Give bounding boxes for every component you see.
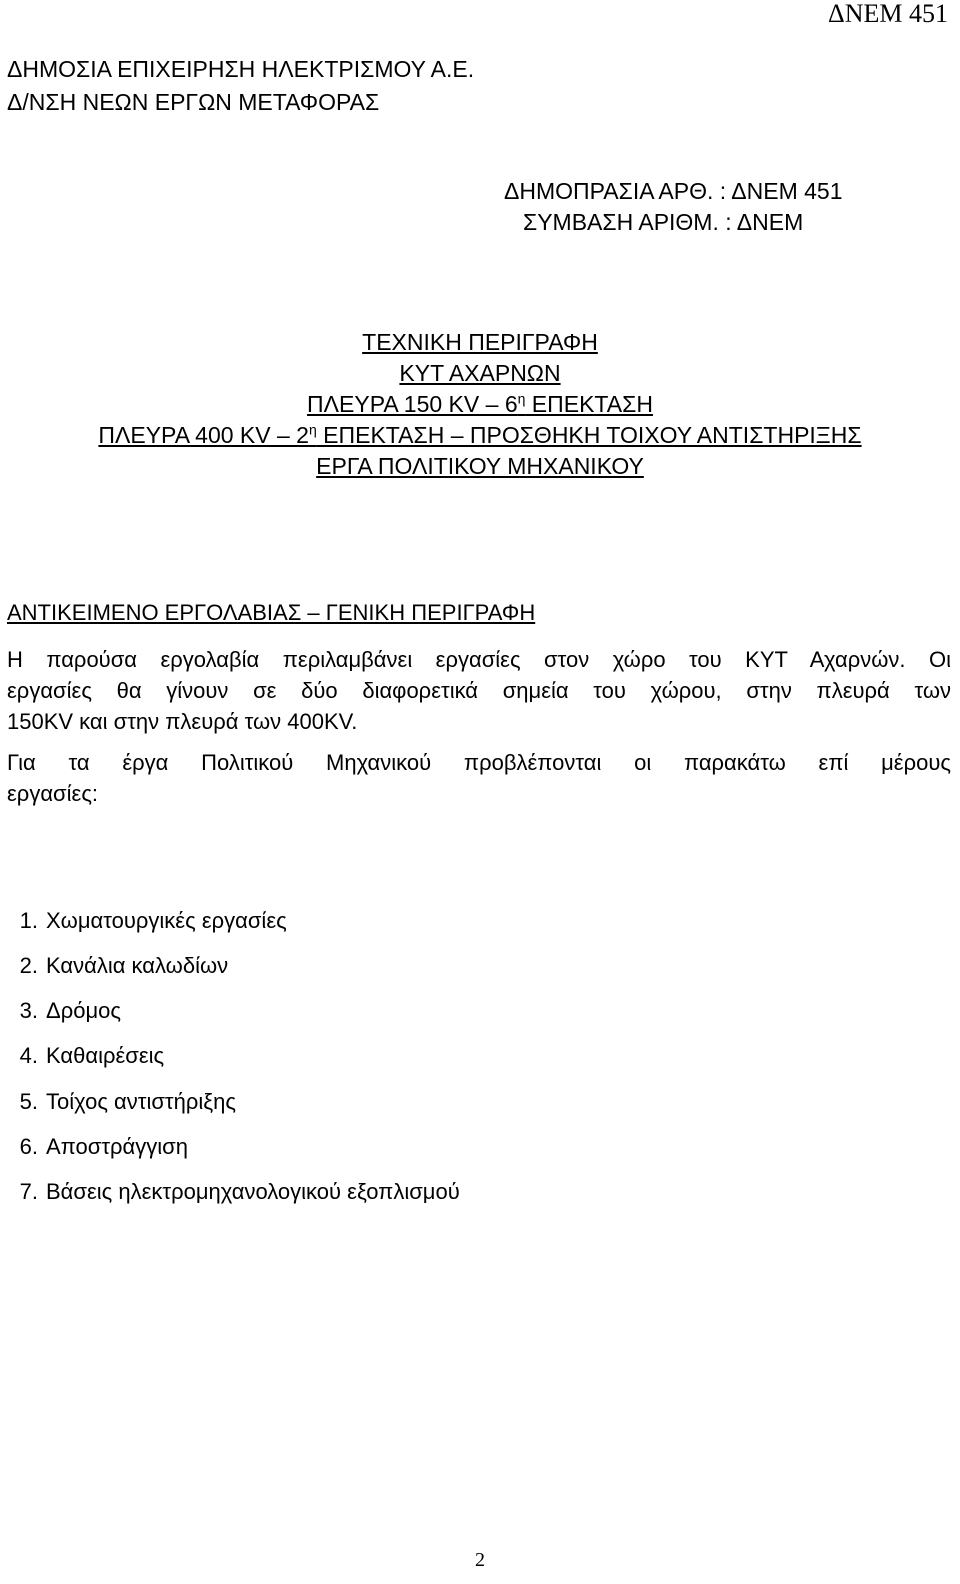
list-item-label: Καθαιρέσεις	[46, 1043, 165, 1068]
department-name: Δ/ΝΣΗ ΝΕΩΝ ΕΡΓΩΝ ΜΕΤΑΦΟΡΑΣ	[7, 89, 380, 115]
title-line-4-sup: η	[308, 421, 317, 438]
list-item-number: 6.	[19, 1134, 38, 1159]
list-item-label: Χωματουργικές εργασίες	[46, 908, 287, 933]
list-item-label: Κανάλια καλωδίων	[46, 953, 229, 978]
list-item-number: 2.	[19, 953, 38, 978]
list-item	[0, 951, 228, 981]
title-line-4-pre: ΠΛΕΥΡΑ 400 KV – 2	[98, 422, 309, 448]
list-item	[0, 1041, 164, 1071]
paragraph-line: 150KV και στην πλευρά των 400KV.	[7, 709, 358, 734]
paragraph-line: εργασίες θα γίνουν σε δύο διαφορετικά σημεία του χώρου, στην πλευρά των	[7, 678, 951, 703]
paragraph-line: Η παρούσα εργολαβία περιλαμβάνει εργασίες στον χώρο του ΚΥΤ Αχαρνών. Οι	[7, 647, 951, 672]
title-line-3-pre: ΠΛΕΥΡΑ 150 KV – 6	[307, 391, 518, 417]
title-line-3-post: ΕΠΕΚΤΑΣΗ	[525, 391, 653, 417]
list-item-label: Δρόμος	[46, 998, 121, 1023]
list-item-label: Αποστράγγιση	[46, 1134, 188, 1159]
list-item	[0, 906, 287, 936]
tender-number: ΔΗΜΟΠΡΑΣΙΑ ΑΡΘ. : ΔΝΕΜ 451	[504, 178, 843, 204]
list-item-label: Βάσεις ηλεκτρομηχανολογικού εξοπλισμού	[46, 1179, 460, 1204]
list-item	[0, 1087, 236, 1117]
list-item-number: 7.	[19, 1179, 38, 1204]
paragraph-works	[7, 747, 951, 809]
list-item-number: 3.	[19, 998, 38, 1023]
title-line-4-post: ΕΠΕΚΤΑΣΗ – ΠΡΟΣΘΗΚΗ ΤΟΙΧΟΥ ΑΝΤΙΣΤΗΡΙΞΗΣ	[316, 422, 862, 448]
paragraph-scope	[7, 644, 951, 737]
document-code: ΔΝΕΜ 451	[828, 0, 948, 28]
page-number: 2	[475, 1549, 485, 1571]
title-line-2: ΚΥΤ ΑΧΑΡΝΩΝ	[399, 360, 561, 386]
list-item	[0, 1132, 188, 1162]
list-item	[0, 1177, 460, 1207]
list-item-number: 4.	[19, 1043, 38, 1068]
section-heading: ΑΝΤΙΚΕΙΜΕΝΟ ΕΡΓΟΛΑΒΙΑΣ – ΓΕΝΙΚΗ ΠΕΡΙΓΡΑΦΗ	[7, 600, 536, 625]
list-item-label: Τοίχος αντιστήριξης	[46, 1089, 236, 1114]
title-line-3	[0, 388, 960, 420]
title-line-3-sup: η	[517, 390, 526, 407]
title-line-5: ΕΡΓΑ ΠΟΛΙΤΙΚΟΥ ΜΗΧΑΝΙΚΟΥ	[316, 453, 644, 479]
paragraph-line: εργασίες:	[7, 781, 99, 806]
title-line-1: ΤΕΧΝΙΚΗ ΠΕΡΙΓΡΑΦΗ	[362, 329, 598, 355]
list-item-number: 1.	[19, 908, 38, 933]
paragraph-line: Για τα έργα Πολιτικού Μηχανικού προβλέπονται οι παρακάτω επί μέρους	[7, 750, 951, 775]
company-name: ΔΗΜΟΣΙΑ ΕΠΙΧΕΙΡΗΣΗ ΗΛΕΚΤΡΙΣΜΟΥ Α.Ε.	[7, 56, 475, 82]
contract-number: ΣΥΜΒΑΣΗ ΑΡΙΘΜ. : ΔΝΕΜ	[523, 209, 804, 235]
title-line-4	[0, 419, 960, 451]
list-item-number: 5.	[19, 1089, 38, 1114]
list-item	[0, 996, 121, 1026]
